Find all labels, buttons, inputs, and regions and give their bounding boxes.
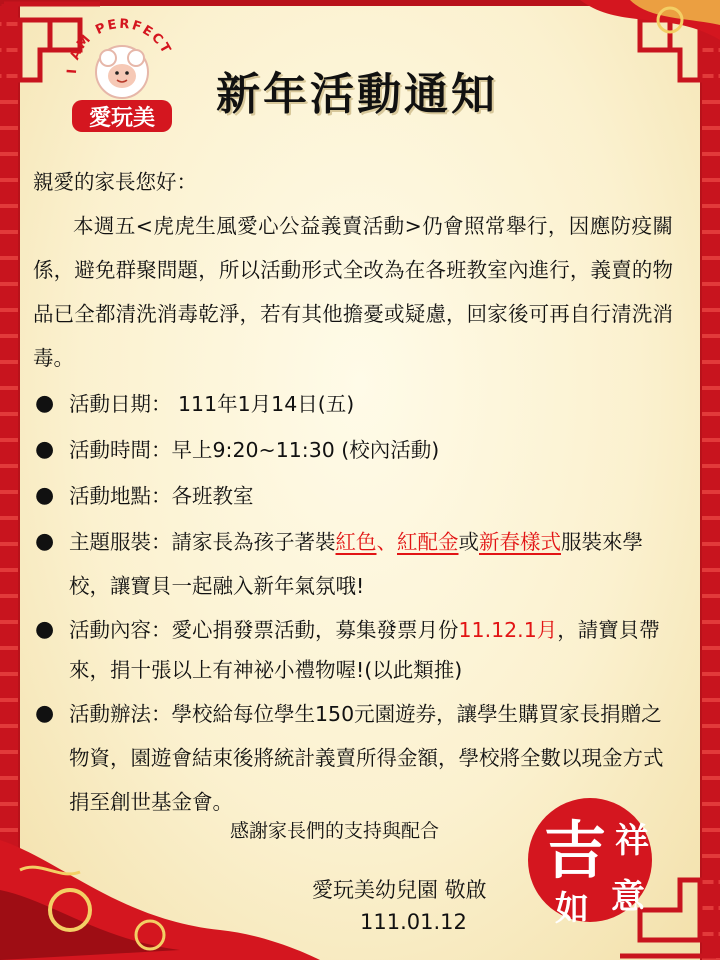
bullet-icon: ● <box>35 437 55 462</box>
bullet-icon: ● <box>35 483 55 508</box>
seal-char-xiang: 祥 <box>615 821 649 861</box>
dress-highlight-new-year: 新春樣式 <box>479 530 561 554</box>
intro-paragraph: 本週五<虎虎生風愛心公益義賣活動>仍會照常舉行，因應防疫關係，避免群聚問題，所以活動形式全改為在各班教室內進行，義賣的物品已全都清洗消毒乾淨，若有其他擔憂或疑慮，回家後可再自行清洗消毒。 <box>33 214 673 370</box>
content-prefix: 活動內容：愛心捐發票活動，募集發票月份 <box>69 618 459 642</box>
signature: 愛玩美幼兒園 敬啟 <box>312 878 487 902</box>
notice-body <box>33 160 673 826</box>
cloud-ornament-top-right <box>520 0 720 130</box>
list-item-content <box>33 610 673 690</box>
activity-list <box>33 382 673 824</box>
dress-highlight-red: 紅色 <box>335 530 377 554</box>
brand-logo <box>62 8 182 138</box>
thanks-line: 感謝家長們的支持與配合 <box>230 820 440 842</box>
list-item-time <box>33 428 673 472</box>
seal-char-yi: 意 <box>611 877 645 917</box>
logo-brand-text: 愛玩美 <box>88 106 156 131</box>
dress-or: 或 <box>458 530 479 554</box>
content-highlight-months: 11.12.1月 <box>458 618 558 642</box>
seal-char-ru: 如 <box>555 889 589 929</box>
activity-time: 活動時間：早上9:20~11:30 (校內活動) <box>69 438 440 462</box>
list-item-place <box>33 474 673 518</box>
bullet-icon: ● <box>35 617 55 642</box>
dress-suffix: 服裝來學校，讓寶貝一起融入新年氣氛哦! <box>69 530 643 598</box>
issue-date: 111.01.12 <box>360 910 467 934</box>
bullet-icon: ● <box>35 391 55 416</box>
dress-highlight-red-gold: 紅配金 <box>397 530 459 554</box>
dress-separator: 、 <box>376 530 397 554</box>
list-item-dress <box>33 520 673 608</box>
auspicious-seal <box>520 790 670 930</box>
content-suffix: ，請寶貝帶來，捐十張以上有神祕小禮物喔!(以此類推) <box>69 618 660 682</box>
activity-date: 活動日期： 111年1月14日(五) <box>69 392 355 416</box>
frame-right-border <box>702 0 720 960</box>
activity-method: 活動辦法：學校給每位學生150元園遊券，讓學生購買家長捐贈之物資，園遊會結束後將統計義賣所得金額，學校將全數以現金方式捐至創世基金會。 <box>69 702 664 814</box>
bullet-icon: ● <box>35 529 55 554</box>
page-title: 新年活動通知 <box>216 69 498 120</box>
list-item-date <box>33 382 673 426</box>
dress-prefix: 主題服裝：請家長為孩子著裝 <box>69 530 336 554</box>
logo-arc-text: I AM PERFECT <box>64 16 175 75</box>
bullet-icon: ● <box>35 701 55 726</box>
greeting: 親愛的家長您好： <box>33 170 197 194</box>
seal-char-ji: 吉 <box>543 814 607 887</box>
activity-place: 活動地點：各班教室 <box>69 484 254 508</box>
